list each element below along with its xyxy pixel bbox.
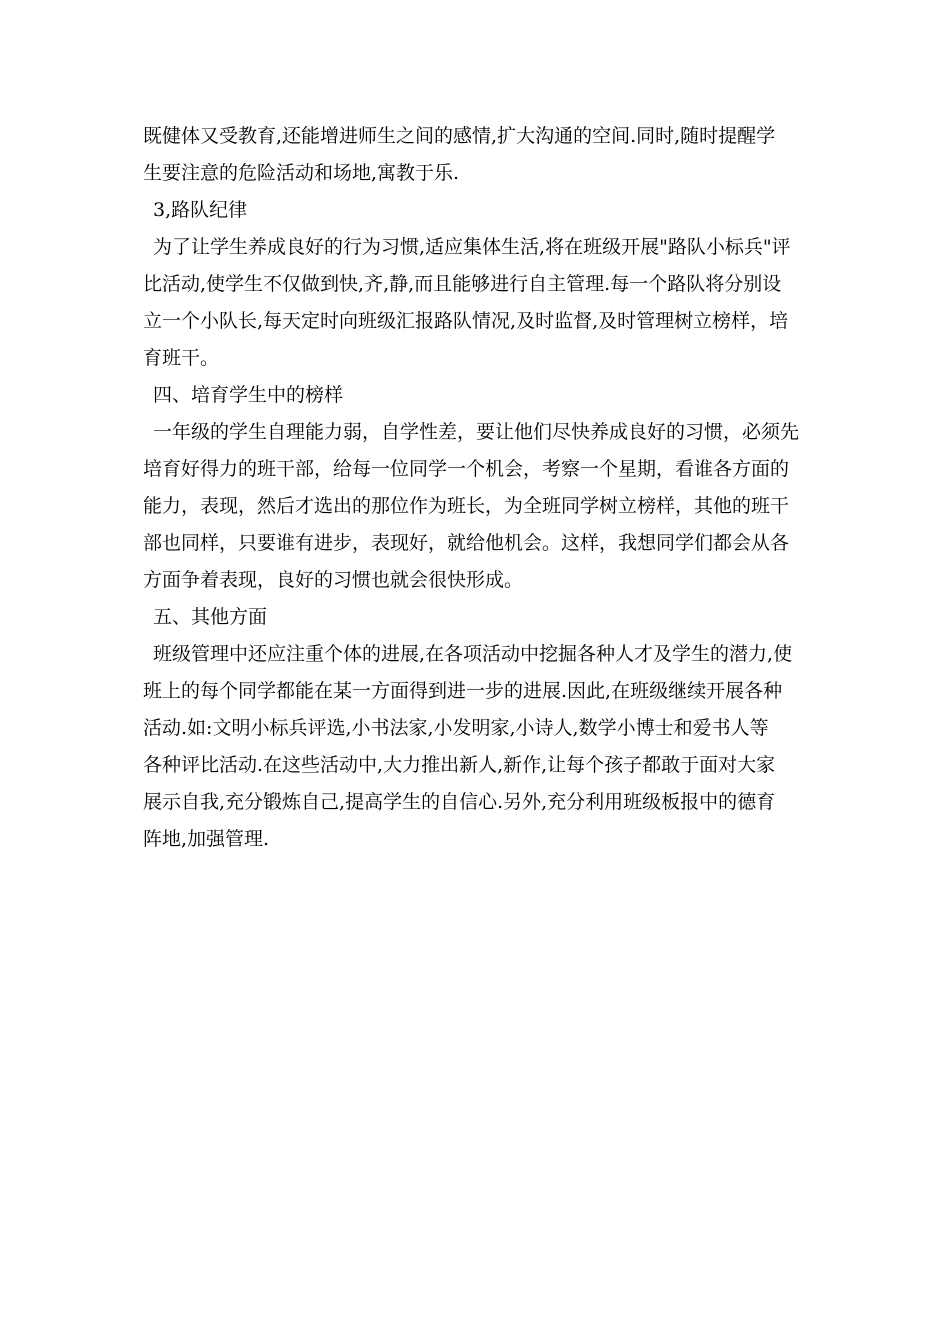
- text-line: 立一个小队长,每天定时向班级汇报路队情况,及时监督,及时管理树立榜样，培: [143, 310, 789, 332]
- text-line: 部也同样，只要谁有进步，表现好，就给他机会。这样，我想同学们都会从各: [143, 532, 790, 554]
- text-line: 生要注意的危险活动和场地,寓教于乐.: [143, 162, 460, 184]
- text-line: 展示自我,充分锻炼自己,提高学生的自信心.另外,充分利用班级板报中的德育: [143, 791, 776, 813]
- text-line: 能力，表现，然后才选出的那位作为班长，为全班同学树立榜样，其他的班干: [143, 495, 790, 517]
- text-line: 班级管理中还应注重个体的进展,在各项活动中挖掘各种人才及学生的潜力,使: [153, 643, 793, 665]
- text-line: 比活动,使学生不仅做到快,齐,静,而且能够进行自主管理.每一个路队将分别设: [143, 273, 782, 295]
- section-heading-other-aspects: 五、其他方面: [153, 606, 268, 628]
- section-heading-role-models: 四、培育学生中的榜样: [153, 384, 344, 406]
- text-line: 阵地,加强管理.: [143, 828, 270, 850]
- text-line: 既健体又受教育,还能增进师生之间的感情,扩大沟通的空间.同时,随时提醒学: [143, 125, 776, 147]
- text-line: 一年级的学生自理能力弱，自学性差，要让他们尽快养成良好的习惯，必须先: [153, 421, 800, 443]
- text-line: 方面争着表现，良好的习惯也就会很快形成。: [143, 569, 524, 591]
- text-line: 为了让学生养成良好的行为习惯,适应集体生活,将在班级开展"路队小标兵"评: [153, 236, 791, 258]
- text-line: 育班干。: [143, 347, 220, 369]
- text-line: 班上的每个同学都能在某一方面得到进一步的进展.因此,在班级继续开展各种: [143, 680, 783, 702]
- text-line: 各种评比活动.在这些活动中,大力推出新人,新作,让每个孩子都敢于面对大家: [143, 754, 776, 776]
- text-line: 培育好得力的班干部，给每一位同学一个机会，考察一个星期，看谁各方面的: [143, 458, 790, 480]
- document-page: [143, 118, 813, 858]
- section-heading-route-discipline: 3,路队纪律: [153, 199, 248, 221]
- text-line: 活动.如:文明小标兵评选,小书法家,小发明家,小诗人,数学小博士和爱书人等: [143, 717, 769, 739]
